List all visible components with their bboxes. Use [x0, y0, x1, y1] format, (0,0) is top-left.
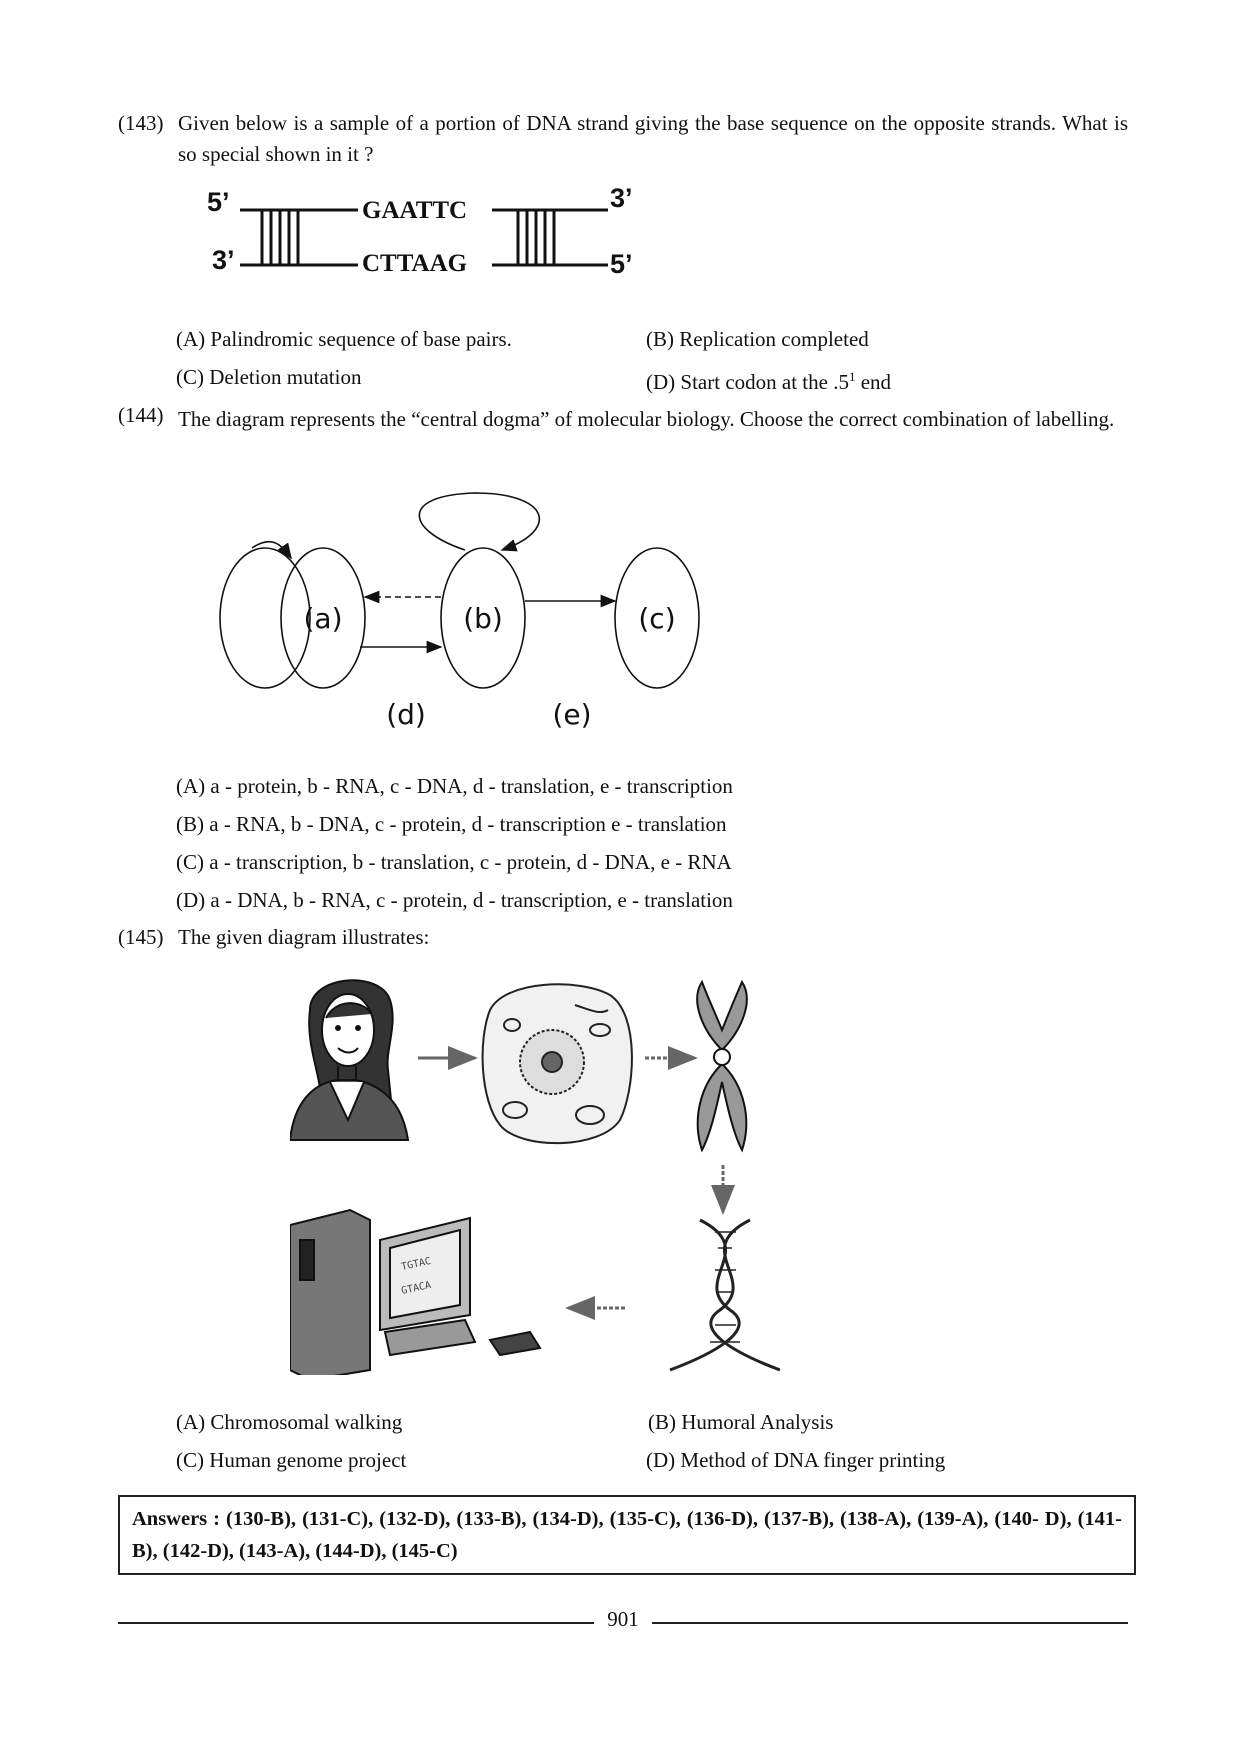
bottom-left-end-label: 3’: [212, 245, 235, 275]
self-loop-left: [220, 548, 310, 688]
screen-sequence-line-2: GTACA: [400, 1279, 433, 1297]
left-base-pairs: [262, 210, 298, 265]
human-figure: [290, 980, 408, 1140]
bottom-strand-sequence: CTTAAG: [362, 250, 468, 277]
q143-option-a[interactable]: (A) Palindromic sequence of base pairs.: [176, 327, 512, 351]
arrow-d-label: (d): [386, 698, 426, 731]
footer-rule-left: [118, 1622, 594, 1624]
dna-palindrome-diagram: [200, 185, 650, 290]
central-dogma-diagram: [210, 490, 730, 740]
q145-option-b[interactable]: (B) Humoral Analysis: [648, 1410, 834, 1434]
page-number: 901: [607, 1607, 639, 1631]
q143-option-d-end: end: [855, 370, 892, 394]
q144-option-b[interactable]: (B) a - RNA, b - DNA, c - protein, d - transcription e - translation: [176, 812, 727, 836]
self-loop-top: [419, 493, 539, 550]
question-text: The given diagram illustrates:: [178, 925, 430, 949]
footer-rule-right: [652, 1622, 1128, 1624]
q145-option-d[interactable]: (D) Method of DNA finger printing: [646, 1448, 946, 1472]
top-right-end-label: 3’: [610, 185, 633, 213]
question-number: (145): [118, 925, 164, 949]
dna-helix-figure: [670, 1220, 780, 1370]
q145-option-c[interactable]: (C) Human genome project: [176, 1448, 407, 1472]
q143-option-d[interactable]: [646, 363, 891, 396]
question-number: (143): [118, 111, 164, 135]
node-b-label: (b): [463, 602, 503, 635]
question-text: The diagram represents the “central dogma” of molecular biology. Choose the correct combination of labelling.: [178, 407, 1115, 431]
q143-option-d-superscript: 1: [848, 369, 856, 384]
chromosome-figure: [697, 982, 747, 1150]
q144-option-a[interactable]: (A) a - protein, b - RNA, c - DNA, d - translation, e - transcription: [176, 774, 733, 798]
answer-key-box: [118, 1495, 1136, 1575]
answer-key-text: Answers : (130-B), (131-C), (132-D), (133-B), (134-D), (135-C), (136-D), (137-B), (138-A), (139-A), (140- D), (141-B), (142-D), (143-A), (144-D), (145-C): [132, 1508, 1122, 1562]
cell-figure: [483, 984, 632, 1143]
question-143: [118, 108, 1128, 170]
top-strand-sequence: GAATTC: [362, 197, 468, 224]
screen-sequence-line-1: TGTAC: [400, 1255, 433, 1273]
q144-option-c[interactable]: (C) a - transcription, b - translation, c - protein, d - DNA, e - RNA: [176, 850, 732, 874]
q143-option-d-text: (D) Start codon at the .5: [646, 370, 849, 394]
question-145: [118, 922, 1128, 953]
node-a-label: (a): [303, 602, 343, 635]
question-number: (144): [118, 403, 164, 427]
arrow-e-label: (e): [552, 698, 592, 731]
node-c-label: (c): [638, 602, 676, 635]
bottom-right-end-label: 5’: [610, 249, 633, 279]
question-144: [118, 400, 1128, 438]
q143-option-b[interactable]: (B) Replication completed: [646, 327, 869, 351]
q143-option-c[interactable]: (C) Deletion mutation: [176, 365, 362, 389]
right-base-pairs: [518, 210, 554, 265]
human-genome-diagram: [290, 970, 780, 1375]
q145-option-a[interactable]: (A) Chromosomal walking: [176, 1410, 403, 1434]
top-left-end-label: 5’: [207, 187, 230, 217]
q144-option-d[interactable]: (D) a - DNA, b - RNA, c - protein, d - transcription, e - translation: [176, 888, 733, 912]
question-text: Given below is a sample of a portion of DNA strand giving the base sequence on the opposite strands. What is so special shown in it ?: [178, 111, 1128, 166]
